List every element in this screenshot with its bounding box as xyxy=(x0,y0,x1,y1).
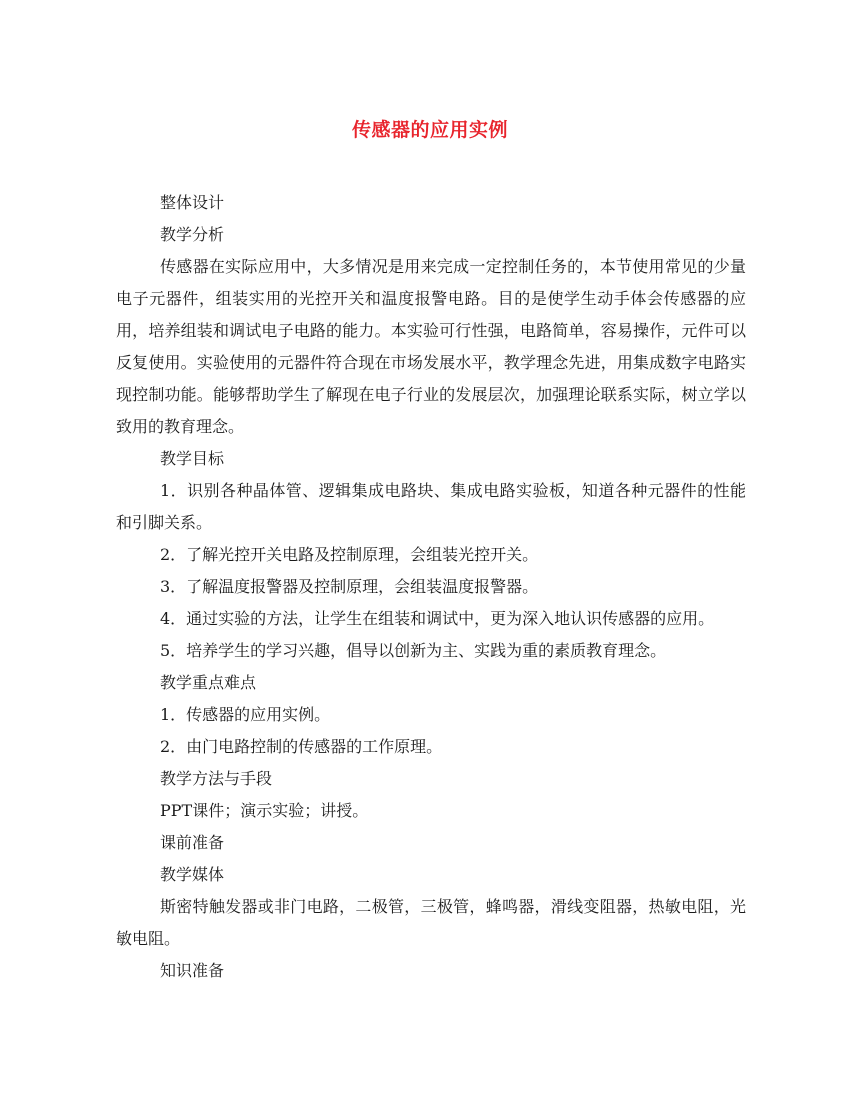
heading-preparation: 课前准备 xyxy=(160,833,225,852)
heading-teaching-analysis: 教学分析 xyxy=(160,225,225,244)
media-text: 斯密特触发器或非门电路，二极管，三极管，蜂鸣器，滑线变阻器，热敏电阻，光敏电阻。 xyxy=(116,897,746,948)
key-point-item: 2．由门电路控制的传感器的工作原理。 xyxy=(160,737,443,756)
goal-item: 5．培养学生的学习兴趣，倡导以创新为主、实践为重的素质教育理念。 xyxy=(160,641,667,660)
heading-teaching-goals: 教学目标 xyxy=(160,449,225,468)
heading-media: 教学媒体 xyxy=(160,865,225,884)
goal-item: 3．了解温度报警器及控制原理，会组装温度报警器。 xyxy=(160,577,539,596)
analysis-paragraph: 传感器在实际应用中，大多情况是用来完成一定控制任务的，本节使用常见的少量电子元器件，组装实用的光控开关和温度报警电路。目的是使学生动手体会传感器的应用，培养组装和调试电子电路的能力。本实验可行性强，电路简单，容易操作，元件可以反复使用。实验使用的元器件符合现在市场发展水平，教学理念先进，用集成数字电路实现控制功能。能够帮助学生了解现在电子行业的发展层次，加强理论联系实际，树立学以致用的教育理念。 xyxy=(116,257,746,436)
heading-knowledge: 知识准备 xyxy=(160,961,225,980)
document-body xyxy=(116,187,746,987)
key-point-item: 1．传感器的应用实例。 xyxy=(160,705,331,724)
goal-item: 4．通过实验的方法，让学生在组装和调试中，更为深入地认识传感器的应用。 xyxy=(160,609,715,628)
goal-item: 2．了解光控开关电路及控制原理，会组装光控开关。 xyxy=(160,545,539,564)
heading-overall-design: 整体设计 xyxy=(160,193,225,212)
heading-methods: 教学方法与手段 xyxy=(160,769,273,788)
methods-text: PPT课件；演示实验；讲授。 xyxy=(160,801,369,820)
document-title: 传感器的应用实例 xyxy=(351,119,508,141)
goal-item: 1．识别各种晶体管、逻辑集成电路块、集成电路实验板，知道各种元器件的性能和引脚关系。 xyxy=(116,481,746,532)
heading-key-points: 教学重点难点 xyxy=(160,673,257,692)
